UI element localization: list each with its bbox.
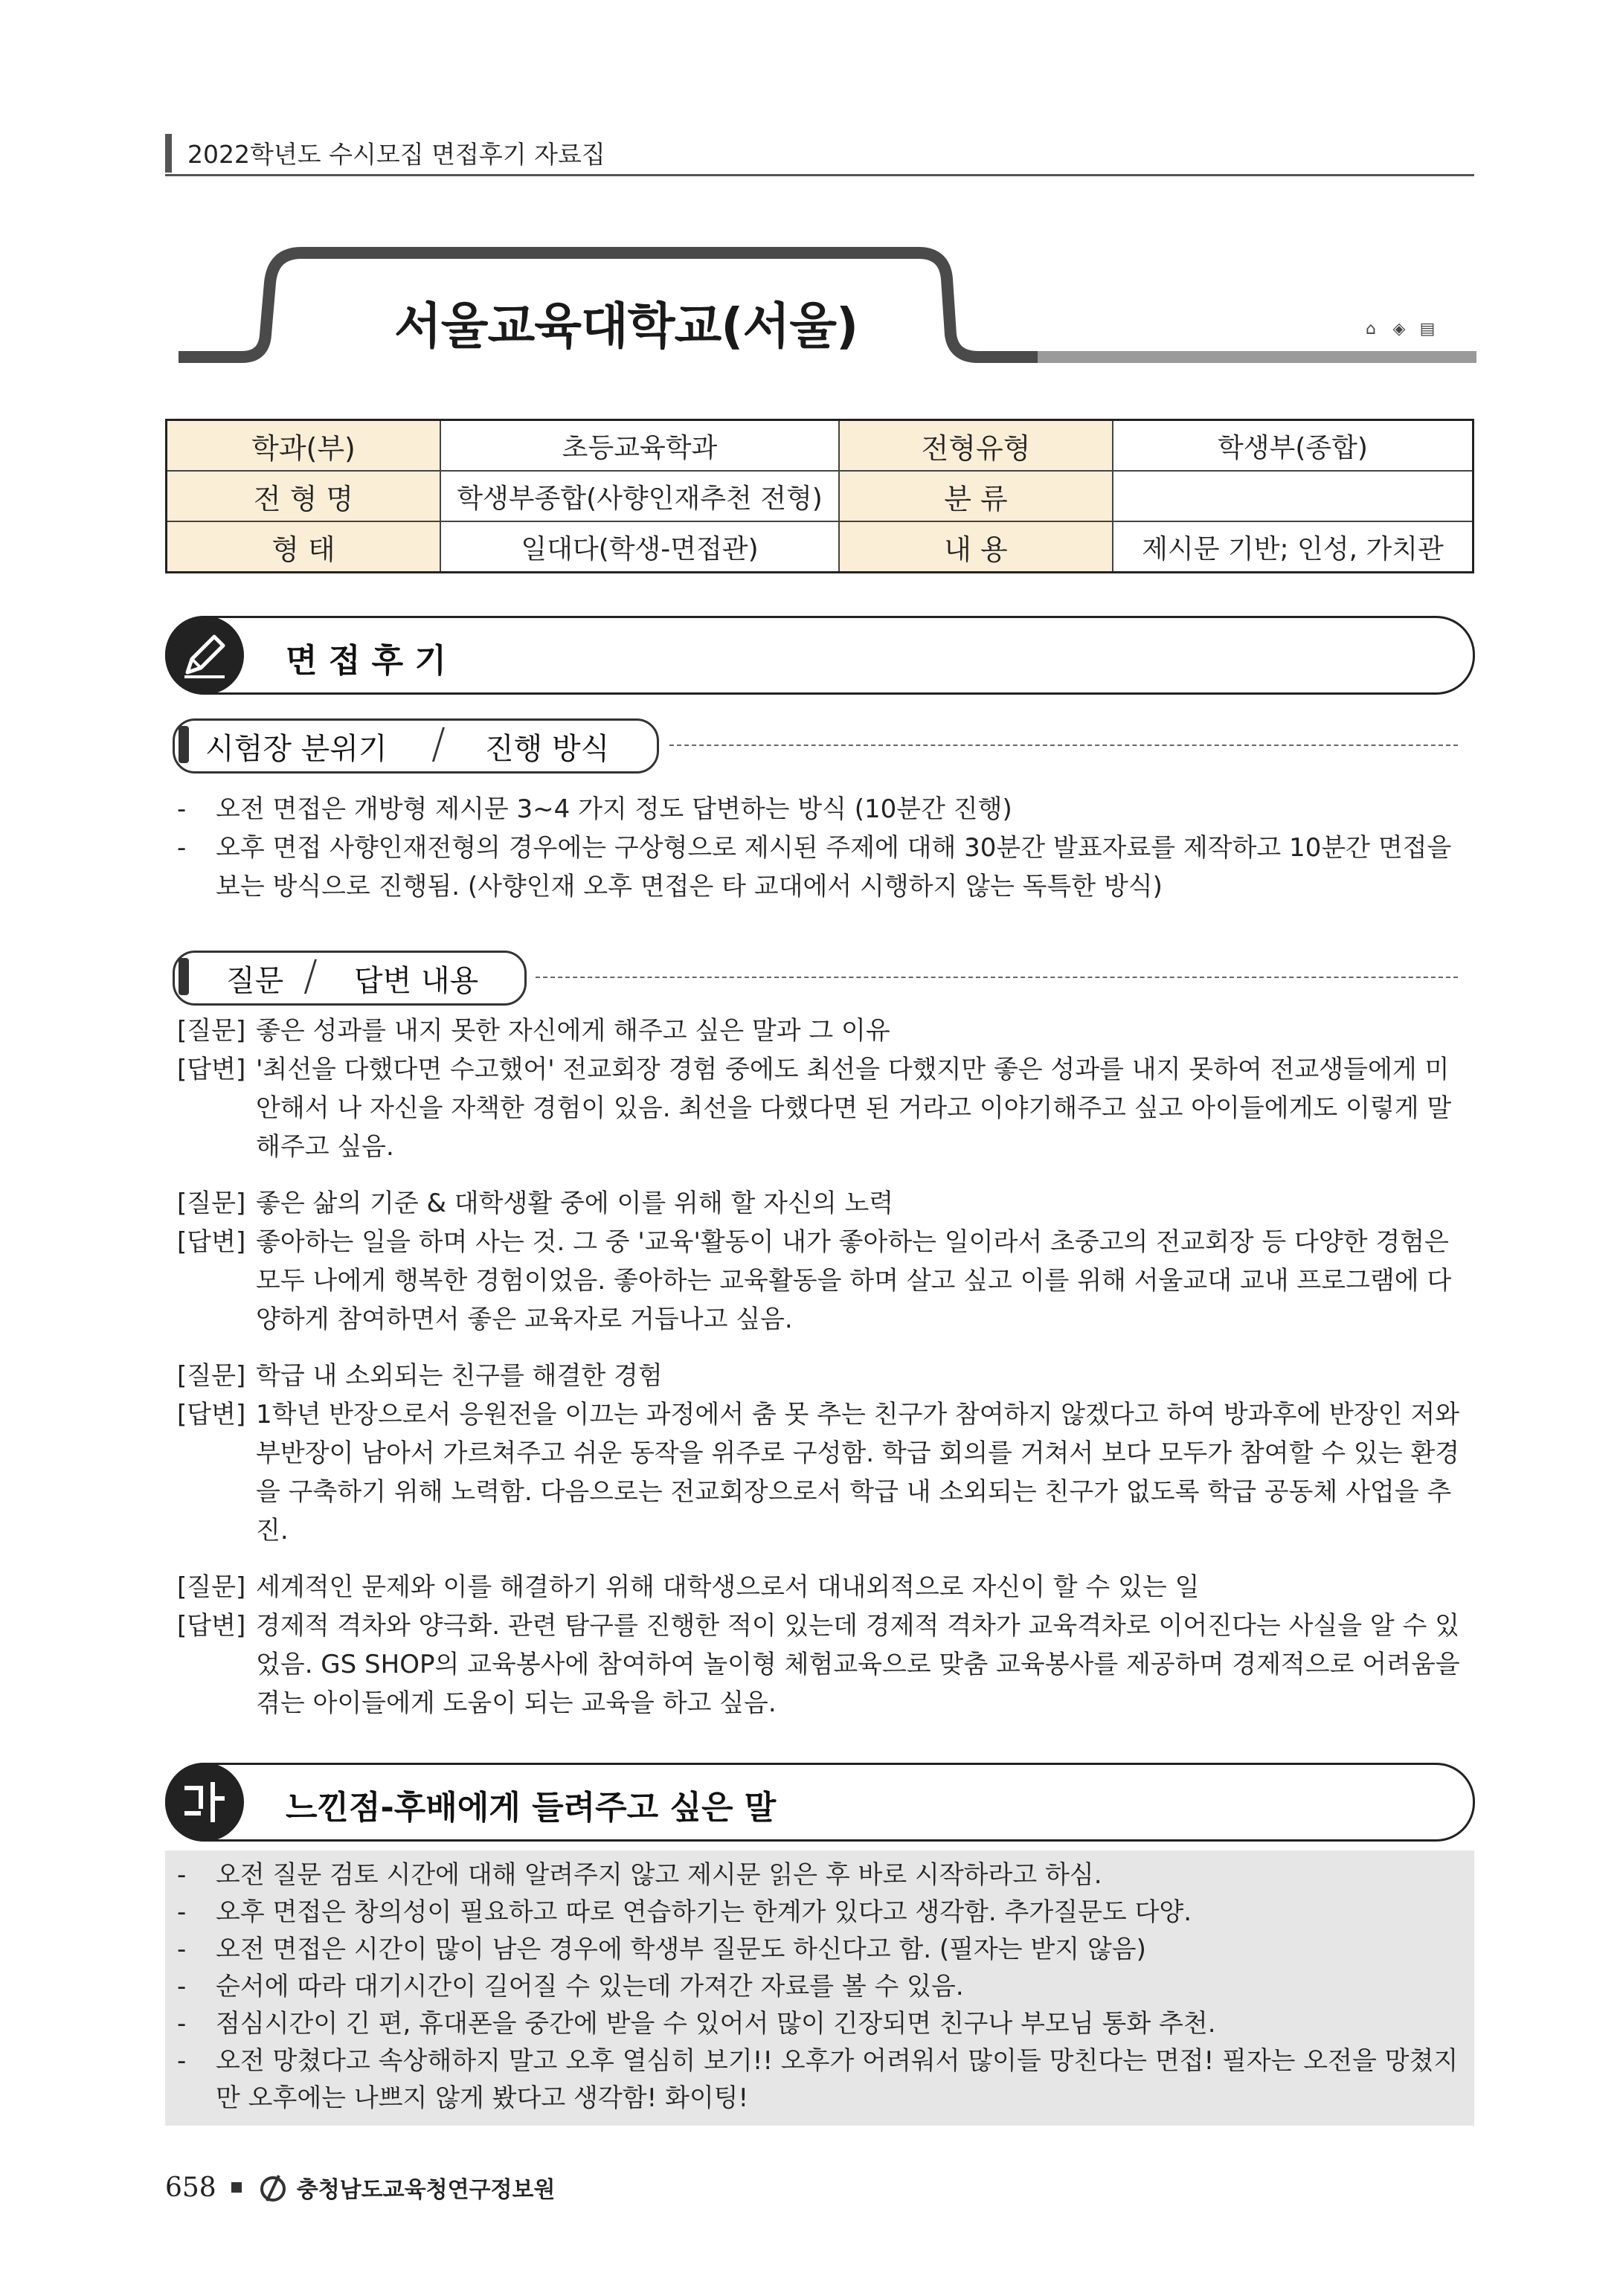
list-item: - 점심시간이 긴 편, 휴대폰을 중간에 받을 수 있어서 많이 긴장되면 친구나 부모님 통화 추천. (177, 2009, 1216, 2039)
section-icon-circle (165, 1763, 244, 1842)
dept-value: 초등교육학과 (440, 420, 839, 472)
tab-divider: / (431, 720, 446, 768)
subsection-tab-bar (179, 958, 189, 995)
question: [질문] 좋은 성과를 내지 못한 자신에게 해주고 싶은 말과 그 이유 (177, 1016, 890, 1046)
page-title: 서울교육대학교(서울) (394, 298, 858, 355)
dashed-rule (536, 977, 1458, 978)
subsection-atmosphere-tab (173, 718, 656, 772)
running-header-text: 2022학년도 수시모집 면접후기 자료집 (187, 140, 605, 169)
question: [질문] 좋은 삶의 기준 & 대학생활 중에 이를 위해 할 자신의 노력 (177, 1189, 894, 1218)
subsection-label-a: 시험장 분위기 (205, 732, 388, 766)
footer-square (231, 2182, 242, 2193)
table-row (167, 521, 1473, 573)
running-header (165, 131, 1474, 176)
progress-list (177, 790, 1464, 906)
table-row (167, 420, 1473, 472)
answer: [답변] '최선을 다했다면 수고했어' 전교회장 경험 중에도 최선을 다했지만 좋은 성과를 내지 못하여 전교생들에게 미안해서 나 자신을 자책한 경험이 있음. 최선을 다했다면 된 거라고 이야기해주고 싶고 아이들에게도 이렇게 말해주고 싶음. (177, 1055, 1452, 1162)
subsection-label-b: 진행 방식 (485, 732, 610, 766)
dept-label: 학과(부) (167, 420, 441, 472)
page-footer (165, 2169, 555, 2206)
pencil-icon (179, 629, 231, 681)
title-icons (1361, 320, 1437, 339)
tips-box (165, 1850, 1474, 2126)
letter-glyph-icon (179, 1776, 231, 1828)
subsection-qa-tab (173, 951, 530, 1004)
section-icon-circle (165, 616, 244, 695)
tips-list (177, 1856, 1464, 2117)
subsection-label-a: 질문 (226, 964, 284, 998)
section-interview-review (165, 616, 1473, 693)
admission-info-table (165, 419, 1474, 573)
class-label: 분 류 (839, 471, 1113, 521)
answer: [답변] 1학년 반장으로서 응원전을 이끄는 과정에서 춤 못 추는 친구가 참여하지 않겠다고 하여 방과후에 반장인 저와 부반장이 남아서 가르쳐주고 쉬운 동작을 위주로 구성함. 학급 회의를 거쳐서 보다 모두가 참여할 수 있는 환경을 구축하기 위해 노력함. 다음으로는 전교회장으로서 학급 내 소외되는 친구가 없도록 학급 공동체 사업을 추진. (177, 1400, 1460, 1546)
name-value: 학생부종합(사향인재추천 전형) (440, 471, 839, 521)
list-item: - 오전 질문 검토 시간에 대해 알려주지 않고 제시문 읽은 후 바로 시작하라고 하심. (177, 1860, 1102, 1890)
list-item: - 오전 면접은 시간이 많이 남은 경우에 학생부 질문도 하신다고 함. (필자는 받지 않음) (177, 1935, 1146, 1964)
book-icon: ▤ (1419, 320, 1436, 338)
page-number: 658 (165, 2172, 216, 2203)
answer: [답변] 경제적 격차와 양극화. 관련 탐구를 진행한 적이 있는데 경제적 격차가 교육격차로 이어진다는 사실을 알 수 있었음. GS SHOP의 교육봉사에 참여하여 놀이형 체험교육으로 맞춤 교육봉사를 제공하며 경제적으로 어려움을 겪는 아이들에게 도움이 되는 교육을 하고 싶음. (177, 1611, 1460, 1718)
question: [질문] 학급 내 소외되는 친구를 해결한 경험 (177, 1361, 663, 1391)
question: [질문] 세계적인 문제와 이를 해결하기 위해 대학생으로서 대내외적으로 자신이 할 수 있는 일 (177, 1572, 1200, 1602)
tab-divider: / (303, 952, 318, 1000)
list-item: - 오전 망쳤다고 속상해하지 말고 오후 열심히 보기!! 오후가 어려워서 많이들 망친다는 면접! 필자는 오전을 망쳤지만 오후에는 나쁘지 않게 봤다고 생각함! 화이팅! (177, 2046, 1459, 2113)
content-label: 내 용 (839, 521, 1113, 573)
class-value (1113, 471, 1473, 521)
section-impressions (165, 1763, 1473, 1840)
list-item: - 오후 면접 사향인재전형의 경우에는 구상형으로 제시된 주제에 대해 30분간 발표자료를 제작하고 10분간 면접을 보는 방식으로 진행됨. (사향인재 오후 면접은 타 교대에서 시행하지 않는 독특한 방식) (177, 833, 1452, 901)
list-item: - 오전 면접은 개방형 제시문 3~4 가지 정도 답변하는 방식 (10분간 진행) (177, 794, 1012, 824)
dashed-rule (669, 745, 1458, 746)
publisher-name: 충청남도교육청연구정보원 (296, 2177, 556, 2203)
subsection-label-b: 답변 내용 (354, 964, 479, 998)
list-item: - 오후 면접은 창의성이 필요하고 따로 연습하기는 한계가 있다고 생각함. 추가질문도 다양. (177, 1897, 1192, 1927)
content-value: 제시문 기반; 인성, 가치관 (1113, 521, 1473, 573)
publisher-logo-icon (257, 2171, 289, 2204)
subsection-tab-bar (179, 726, 189, 763)
type-value: 학생부(종합) (1113, 420, 1473, 472)
table-row (167, 471, 1473, 521)
section-title: 느낀점-후배에게 들려주고 싶은 말 (286, 1789, 777, 1827)
qa-list (177, 1012, 1464, 1723)
list-item: - 순서에 따라 대기시간이 길어질 수 있는데 가져간 자료를 볼 수 있음. (177, 1972, 964, 2001)
header-bar (165, 134, 172, 173)
type-label: 전형유형 (839, 420, 1113, 472)
section-title: 면 접 후 기 (286, 642, 446, 680)
form-label: 형 태 (167, 521, 441, 573)
form-value: 일대다(학생-면접관) (440, 521, 839, 573)
graduation-cap-icon: ◈ (1392, 320, 1406, 338)
school-icon: ⌂ (1366, 320, 1376, 338)
name-label: 전 형 명 (167, 471, 441, 521)
answer: [답변] 좋아하는 일을 하며 사는 것. 그 중 '교육'활동이 내가 좋아하는 일이라서 초중고의 전교회장 등 다양한 경험은 모두 나에게 행복한 경험이었음. 좋아하는 교육활동을 하며 살고 싶고 이를 위해 서울교대 교내 프로그램에 다양하게 참여하면서 좋은 교육자로 거듭나고 싶음. (177, 1227, 1452, 1334)
